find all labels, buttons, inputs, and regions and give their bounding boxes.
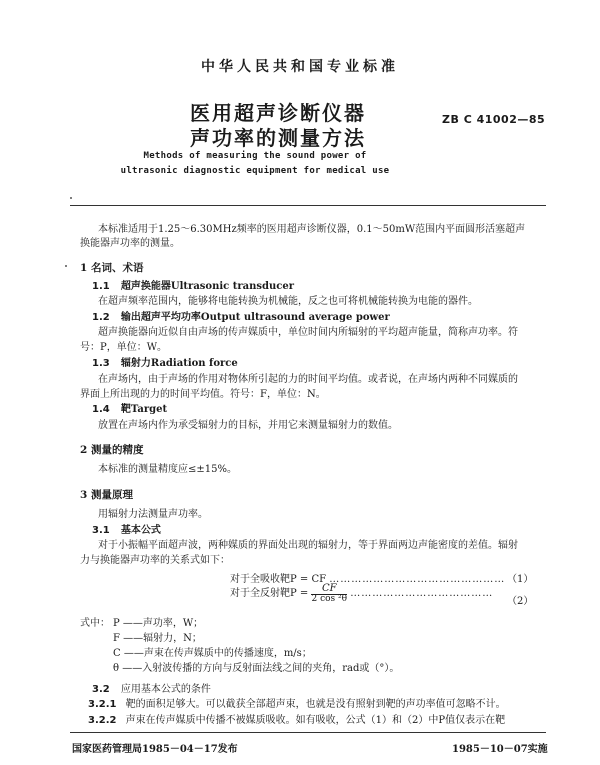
intro-line-1: 本标准适用于1.25～6.30MHz频率的医用超声诊断仪器，0.1～50mW范围内平面圆形活塞超声 [98,224,526,235]
scan-speck [70,197,72,199]
term-1-2-body-line-1: 超声换能器向近似自由声场的传声媒质中，单位时间内所辐射的平均超声能量，简称声功率。符 [98,327,518,338]
section-2-heading: 2 测量的精度 [80,444,144,456]
formula-2-fraction [311,584,347,604]
formula-2-number: （2） [507,596,534,607]
clause-3-2-1-number: 3.2.1 [88,699,117,710]
title-chinese-line-1: 医用超声诊断仪器 [190,101,366,125]
clause-3-2-1-body: 靶的面积足够大。可以截获全部超声束，也就是没有照射到靶的声功率值可忽略不计。 [125,699,506,710]
section-2-body: 本标准的测量精度应≤±15%。 [98,464,237,475]
formula-2-denominator: 2 cos ²θ [311,594,348,604]
symbol-f-definition: F ——辐射力，N； [113,633,202,644]
formula-2-leader: ………………………………… [350,588,494,599]
term-1-2-body-line-2: 号：P，单位：W。 [80,342,168,353]
where-label: 式中： [80,618,110,629]
section-3-heading: 3 测量原理 [80,489,133,501]
term-1-3-body-line-1: 在声场内，由于声场的作用对物体所引起的力的时间平均值。或者说，在声场内两种不同媒质的 [98,374,518,385]
term-1-4-title: 靶Target [120,404,168,415]
formula-2-expression: 对于全反射靶P = [230,588,309,599]
term-1-2-number: 1.2 [92,312,110,323]
clause-3-1-title: 基本公式 [120,525,161,536]
term-1-4-number: 1.4 [92,404,110,415]
clause-3-2-number: 3.2 [92,684,110,695]
footer-effective-date: 1985－10－07实施 [452,744,548,755]
header-divider [70,205,546,206]
clause-3-2-2-body: 声束在传声媒质中传播不被媒质吸收。如有吸收，公式（1）和（2）中P值仅表示在靶 [125,715,506,726]
clause-3-2-2-number: 3.2.2 [88,715,117,726]
formula-1-expression: 对于全吸收靶P = CF [230,574,327,585]
issuing-authority-header: 中华人民共和国专业标准 [201,59,399,75]
intro-line-2: 换能器声功率的测量。 [80,238,180,249]
clause-3-1-body-line-2: 力与换能器声功率的关系式如下： [80,555,230,566]
term-1-1-number: 1.1 [92,281,110,292]
formula-1-number: （1） [507,574,534,585]
footer-issue-date: 国家医药管理局1985－04－17发布 [72,744,238,755]
section-3-body: 用辐射力法测量声功率。 [98,509,208,520]
term-1-3-body-line-2: 界面上所出现的力的时间平均值。符号：F，单位：N。 [80,389,326,400]
term-1-2-title: 输出超声平均功率Output ultrasound average power [120,312,390,323]
title-english-line-1: Methods of measuring the sound power of [143,151,367,161]
formula-2-numerator: CF [311,584,347,595]
title-chinese-line-2: 声功率的测量方法 [190,126,366,150]
section-1-heading: 1 名词、术语 [80,262,144,274]
footer-divider [70,732,546,733]
title-english-line-2: ultrasonic diagnostic equipment for medical use [120,166,390,176]
term-1-4-body: 放置在声场内作为承受辐射力的目标，并用它来测量辐射力的数值。 [98,420,398,431]
clause-3-1-body-line-1: 对于小振幅平面超声波，两种媒质的界面处出现的辐射力，等于界面两边声能密度的差值。辐射 [98,540,518,551]
term-1-1-title: 超声换能器Ultrasonic transducer [120,281,294,292]
term-1-3-title: 辐射力Radiation force [120,358,238,369]
symbol-theta-definition: θ ——入射波传播的方向与反射面法线之间的夹角，rad或（°）。 [113,663,400,674]
clause-3-1-number: 3.1 [92,525,110,536]
formula-1-leader: ………………………………………… [329,574,506,585]
margin-mark [65,265,67,267]
symbol-c-definition: C ——声束在传声媒质中的传播速度，m/s； [113,648,312,659]
symbol-p-definition: P ——声功率，W； [113,618,204,629]
clause-3-2-title: 应用基本公式的条件 [120,684,211,695]
term-1-3-number: 1.3 [92,358,110,369]
standard-code: ZB C 41002—85 [442,113,546,126]
term-1-1-body: 在超声频率范围内，能够将电能转换为机械能，反之也可将机械能转换为电能的器件。 [98,296,478,307]
